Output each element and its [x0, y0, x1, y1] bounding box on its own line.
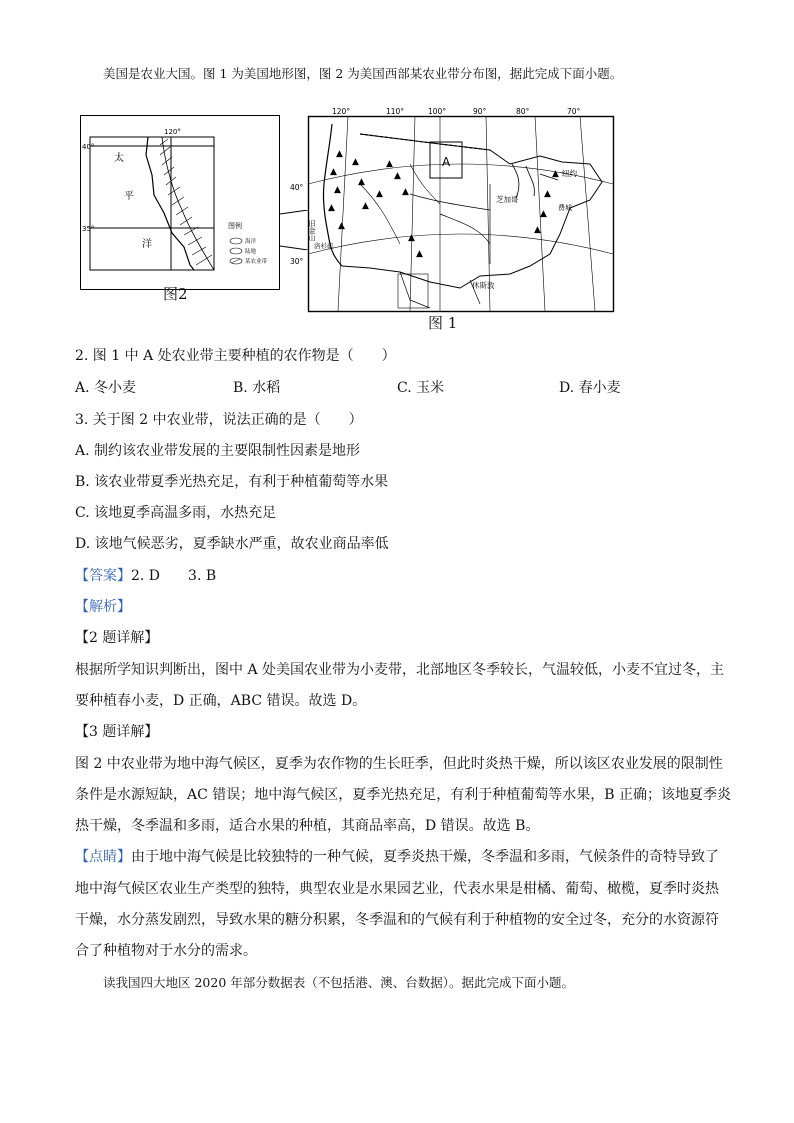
tip-text: 由于地中海气候是比较独特的一种气候，夏季炎热干燥，冬季温和多雨，气候条件的奇特导致了 [131, 849, 719, 865]
fig1-lat-30: 30° [290, 257, 304, 266]
detail-2-line: 要种植春小麦，D 正确，ABC 错误。故选 D。 [75, 693, 367, 709]
svg-text:▲: ▲ [552, 169, 559, 179]
svg-text:▲: ▲ [402, 187, 409, 197]
figure-2-caption: 图2 [163, 285, 188, 303]
answer-line [75, 566, 216, 586]
fig1-lon-120: 120° [332, 107, 351, 116]
fig1-lon-110: 110° [386, 107, 405, 116]
svg-text:▲: ▲ [330, 167, 337, 177]
fig1-city-losangeles: 洛杉矶 [314, 242, 334, 250]
svg-text:▲: ▲ [358, 177, 365, 187]
answer-text: 2. D 3. B [131, 568, 217, 584]
fig1-city-philadelphia: 费城 [558, 204, 572, 212]
svg-text:▲: ▲ [540, 209, 547, 219]
fig1-city-sanfrancisco: 旧金山 [308, 220, 316, 241]
detail-3-line: 图 2 中农业带为地中海气候区，夏季为农作物的生长旺季，但此时炎热干燥，所以该区农业发展的限制性 [75, 756, 723, 772]
intro-text: 美国是农业大国。图 1 为美国地形图，图 2 为美国西部某农业带分布图，据此完成下面小题。 [103, 66, 623, 81]
fig2-legend-land: 陆地 [245, 249, 257, 255]
svg-text:▲: ▲ [544, 189, 551, 199]
fig2-legend-belt: 某农业带 [245, 259, 268, 265]
fig2-lat35: 35° [82, 225, 95, 233]
detail-3-tag: 【3 题详解】 [75, 724, 159, 740]
fig1-lon-80: 80° [516, 107, 530, 116]
svg-text:▲: ▲ [352, 157, 359, 167]
fig1-city-chicago: 芝加哥 [496, 195, 519, 204]
fig2-sea-1: 太 [114, 153, 124, 164]
fig2-legend-ocean: 海洋 [245, 239, 257, 245]
fig2-legend-title: 图例 [228, 222, 242, 230]
tip-tag: 【点睛】 [75, 849, 131, 865]
tip-line: 干燥，水分蒸发剧烈，导致水果的糖分积累，冬季温和的气候有利于种植物的安全过冬，充分的水资源符 [75, 912, 719, 928]
fig1-lon-90: 90° [473, 107, 487, 116]
q2-option-a: A. 冬小麦 [75, 380, 137, 396]
q2-option-d: D. 春小麦 [559, 380, 621, 396]
fig1-mark-a: A [442, 155, 451, 169]
fig1-lat-40: 40° [290, 183, 304, 192]
tip-line: 地中海气候区农业生产类型的独特，典型农业是水果园艺业，代表水果是柑橘、葡萄、橄榄，夏季时炎热 [75, 881, 719, 897]
svg-text:▲: ▲ [416, 249, 423, 259]
figure-1-map [290, 104, 620, 318]
q3-option-a: A. 制约该农业带发展的主要限制性因素是地形 [75, 443, 361, 459]
q2-stem: 2. 图 1 中 A 处农业带主要种植的农作物是（ ） [75, 348, 396, 364]
fig1-lon-70: 70° [567, 107, 581, 116]
svg-text:▲: ▲ [534, 225, 541, 235]
detail-2-line: 根据所学知识判断出，图中 A 处美国农业带为小麦带，北部地区冬季较长，气温较低，小麦不宜过冬，主 [75, 662, 725, 678]
fig2-lat40: 40° [82, 143, 95, 151]
svg-text:▲: ▲ [328, 203, 335, 213]
q2-option-c: C. 玉米 [397, 380, 445, 396]
svg-text:▲: ▲ [386, 159, 393, 169]
q3-option-b: B. 该农业带夏季光热充足，有利于种植葡萄等水果 [75, 474, 389, 490]
detail-3-line: 热干燥，冬季温和多雨，适合水果的种植，其商品率高，D 错误。故选 B。 [75, 818, 540, 834]
svg-text:▲: ▲ [376, 189, 383, 199]
q3-stem: 3. 关于图 2 中农业带，说法正确的是（ ） [75, 412, 363, 428]
fig1-city-newyork: 纽约 [562, 169, 577, 178]
svg-text:▲: ▲ [338, 221, 345, 231]
fig1-lon-100: 100° [428, 107, 447, 116]
analysis-tag: 【解析】 [75, 599, 131, 615]
q2-option-b: B. 水稻 [233, 380, 281, 396]
fig2-lon120: 120° [164, 128, 181, 136]
figure-1-caption: 图 1 [428, 314, 458, 332]
svg-text:▲: ▲ [408, 233, 415, 243]
svg-text:▲: ▲ [362, 201, 369, 211]
figure-2-map [80, 115, 280, 290]
svg-text:▲: ▲ [336, 149, 343, 159]
detail-2-tag: 【2 题详解】 [75, 630, 159, 646]
tip-line: 合了种植物对于水分的需求。 [75, 943, 257, 959]
q3-option-c: C. 该地夏季高温多雨，水热充足 [75, 505, 277, 521]
answer-tag: 【答案】 [75, 568, 131, 584]
tip-line [75, 847, 719, 867]
next-intro-text: 读我国四大地区 2020 年部分数据表（不包括港、澳、台数据）。据此完成下面小题。 [103, 975, 575, 990]
svg-text:▲: ▲ [394, 171, 401, 181]
svg-text:▲: ▲ [334, 185, 341, 195]
fig2-sea-2: 平 [124, 191, 134, 202]
fig2-sea-3: 洋 [142, 239, 152, 250]
detail-3-line: 条件是水源短缺，AC 错误；地中海气候区，夏季光热充足，有利于种植葡萄等水果，B 正确；该地夏季炎 [75, 787, 732, 803]
q3-option-d: D. 该地气候恶劣，夏季缺水严重，故农业商品率低 [75, 536, 389, 552]
fig1-city-houston: 休斯敦 [472, 281, 495, 290]
